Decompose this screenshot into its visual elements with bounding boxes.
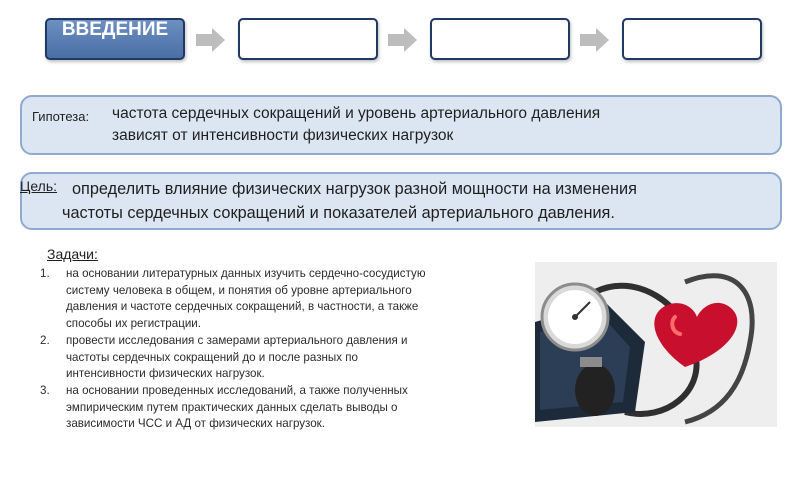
task-item (40, 333, 530, 383)
task-line: зависимости ЧСС и АД от физических нагрузок. (66, 417, 325, 431)
task-line: на основании проведенных исследований, а также полученных (66, 383, 408, 397)
task-line: на основании литературных данных изучить сердечно-сосудистую (66, 267, 426, 280)
task-line: частоты сердечных сокращений до и после разных по (66, 350, 358, 364)
goal-box (20, 172, 782, 230)
hypothesis-line-2: зависят от интенсивности физических нагрузок (112, 127, 454, 144)
step-2[interactable] (238, 18, 378, 60)
tonometer-heart-photo (535, 262, 777, 427)
arrow-right-icon (196, 26, 226, 54)
step-3[interactable] (430, 18, 570, 60)
task-number: 3. (40, 383, 50, 397)
hypothesis-label: Гипотеза: (32, 109, 90, 124)
step-introduction[interactable] (45, 18, 185, 60)
hypothesis-box (20, 95, 782, 155)
task-number: 1. (40, 267, 50, 280)
task-line: провести исследования с замерами артериального давления и (66, 333, 408, 347)
step-navigation (0, 0, 800, 70)
task-number: 2. (40, 333, 50, 347)
tasks-section (40, 246, 530, 433)
task-item (40, 266, 530, 333)
goal-label: Цель: (20, 178, 58, 194)
task-line: интенсивности физических нагрузок. (66, 367, 265, 381)
task-line: систему человека в общем, и понятия об уровне артериального (66, 283, 412, 297)
task-line: эмпирическим путем практических данных сделать выводы о (66, 400, 398, 414)
task-item (40, 383, 530, 433)
arrow-right-icon (580, 26, 610, 54)
goal-line-2: частоты сердечных сокращений и показателей артериального давления. (62, 204, 615, 222)
step-4[interactable] (622, 18, 762, 60)
goal-line-1: определить влияние физических нагрузок разной мощности на изменения (72, 180, 637, 198)
tasks-title: Задачи: (47, 246, 98, 262)
step-introduction-label: ВВЕДЕНИЕ (61, 19, 169, 40)
task-line: способы их регистрации. (66, 317, 202, 331)
task-line: давления и частоте сердечных сокращений, в частности, а также (66, 300, 419, 314)
hypothesis-line-1: частота сердечных сокращений и уровень артериального давления (112, 105, 601, 122)
arrow-right-icon (388, 26, 418, 54)
